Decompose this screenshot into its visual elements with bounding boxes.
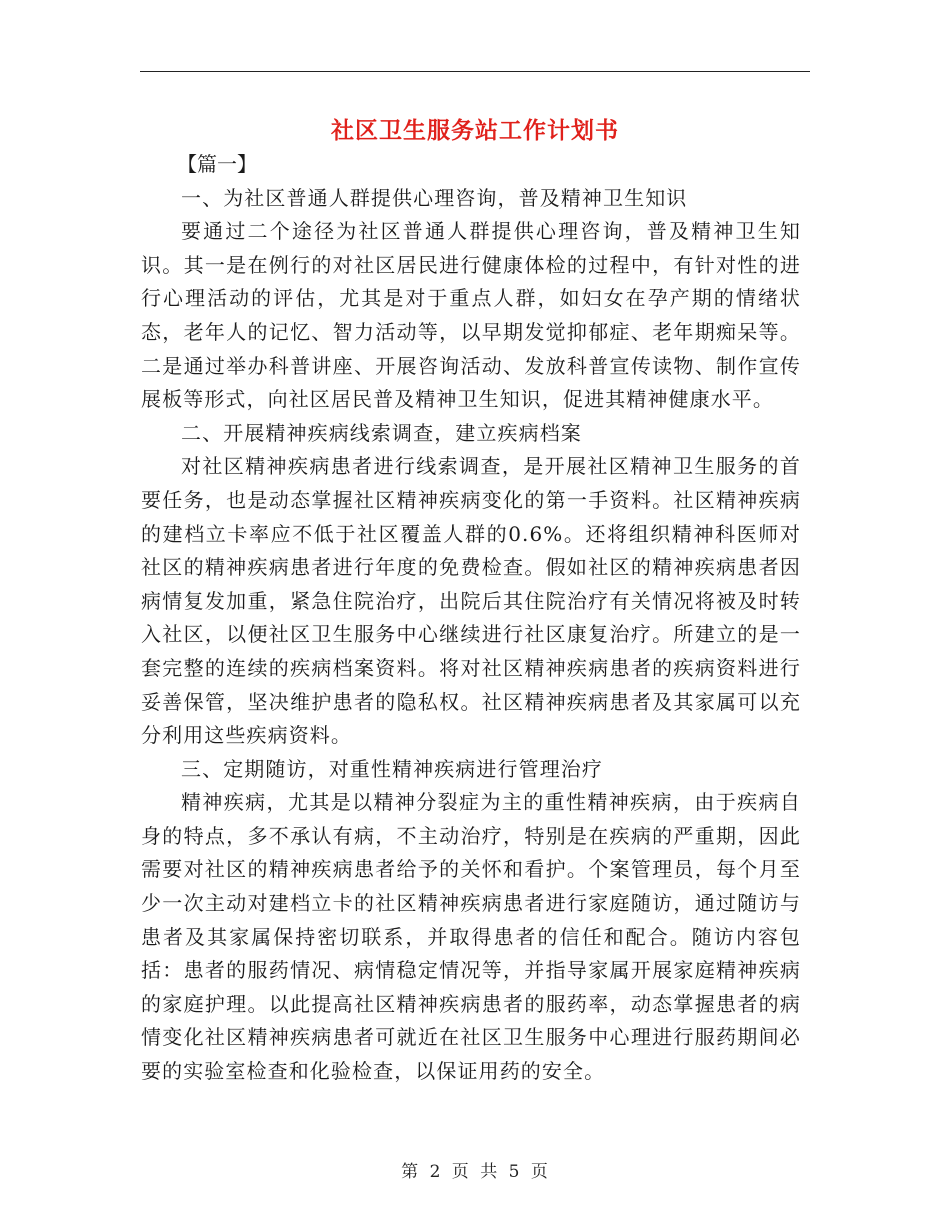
paragraph-1: 要通过二个途径为社区普通人群提供心理咨询，普及精神卫生知识。其一是在例行的对社区居民进行健康体检的过程中，有针对性的进行心理活动的评估，尤其是对于重点人群，如妇女在孕产期的情绪状态，老年人的记忆、智力活动等，以早期发觉抑郁症、老年期痴呆等。二是通过举办科普讲座、开展咨询活动、发放科普宣传读物、制作宣传展板等形式，向社区居民普及精神卫生知识，促进其精神健康水平。 — [141, 219, 801, 412]
page-number: 第 2 页 共 5 页 — [401, 1162, 549, 1182]
document-body — [141, 148, 801, 1089]
header-rule — [140, 71, 810, 72]
heading-1: 一、为社区普通人群提供心理咨询，普及精神卫生知识 — [181, 185, 688, 210]
paragraph-2: 对社区精神疾病患者进行线索调查，是开展社区精神卫生服务的首要任务，也是动态掌握社区精神疾病变化的第一手资料。社区精神疾病的建档立卡率应不低于社区覆盖人群的0.6%。还将组织精神科医师对社区的精神疾病患者进行年度的免费检查。假如社区的精神疾病患者因病情复发加重，紧急住院治疗，出院后其住院治疗有关情况将被及时转入社区，以便社区卫生服务中心继续进行社区康复治疗。所建立的是一套完整的连续的疾病档案资料。将对社区精神疾病患者的疾病资料进行妥善保管，坚决维护患者的隐私权。社区精神疾病患者及其家属可以充分利用这些疾病资料。 — [141, 454, 801, 748]
heading-2: 二、开展精神疾病线索调查，建立疾病档案 — [181, 420, 582, 445]
section-tag: 【篇一】 — [177, 152, 257, 176]
paragraph-3: 精神疾病，尤其是以精神分裂症为主的重性精神疾病，由于疾病自身的特点，多不承认有病，不主动治疗，特别是在疾病的严重期，因此需要对社区的精神疾病患者给予的关怀和看护。个案管理员，每个月至少一次主动对建档立卡的社区精神疾病患者进行家庭随访，通过随访与患者及其家属保持密切联系，并取得患者的信任和配合。随访内容包括：患者的服药情况、病情稳定情况等，并指导家属开展家庭精神疾病的家庭护理。以此提高社区精神疾病患者的服药率，动态掌握患者的病情变化社区精神疾病患者可就近在社区卫生服务中心理进行服药期间必要的实验室检查和化验检查，以保证用药的安全。 — [141, 790, 801, 1084]
heading-3: 三、定期随访，对重性精神疾病进行管理治疗 — [181, 756, 603, 781]
document-title: 社区卫生服务站工作计划书 — [331, 117, 619, 144]
